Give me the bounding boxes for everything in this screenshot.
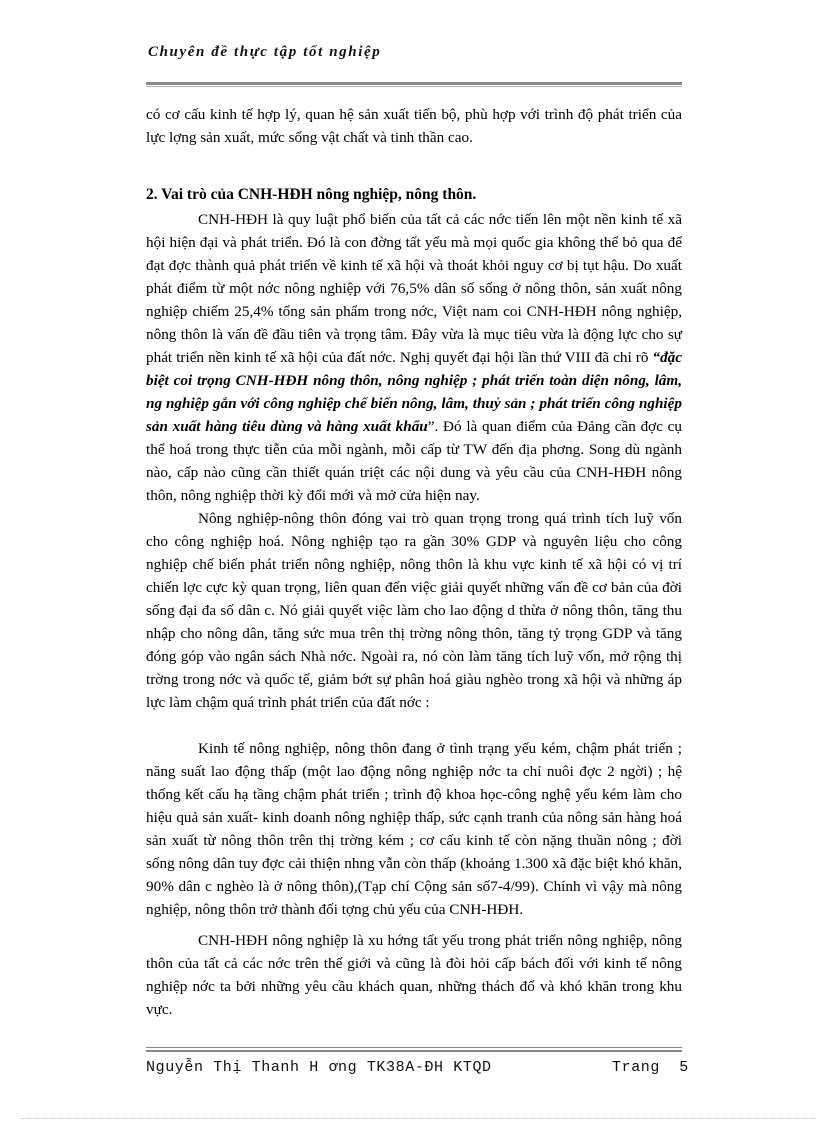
- header-rule-thin: [146, 86, 682, 87]
- running-header: Chuyên đề thực tập tốt nghiệp: [148, 44, 382, 60]
- page-label: Trang: [612, 1059, 661, 1076]
- header-rule: [146, 82, 682, 85]
- paragraph-text: ”. Đó là quan điểm của Đảng cần đợc cụ thể hoá trong thực tiễn của mỗi ngành, mỗi cấp từ TW đến địa phơng. Song dù ngành nào, cấp nào cũng cần thiết quán triệt các nội dung và yêu cầu của CNH-HĐH nông thôn, nông nghiệp thời kỳ đổi mới và mở cửa hiện nay.: [146, 418, 682, 504]
- paragraph-spacer: [146, 714, 682, 737]
- footer-page: [612, 1059, 689, 1076]
- paragraph-agriculture-weakness: Kinh tế nông nghiệp, nông thôn đang ở tình trạng yếu kém, chậm phát triển ; năng suất lao động thấp (một lao động nông nghiệp nớc ta chỉ nuôi đợc 2 ngời) ; hệ thống kết cấu hạ tầng chậm phát triển ; trình độ khoa học-công nghệ yếu kém làm cho hiệu quả sản xuất- kinh doanh nông nghiệp thấp, sức cạnh tranh của nông sản hàng hoá sản xuất từ nông thôn trên thị trờng kém ; cơ cấu kinh tế còn nặng thuần nông ; đời sống nông dân tuy đợc cải thiện nhng vẫn còn thấp (khoảng 1.300 xã đặc biệt khó khăn, 90% dân c nghèo là ở nông thôn),(Tạp chí Cộng sản số7-4/99). Chính vì vậy mà nông nghiệp, nông thôn trở thành đối tợng chủ yếu của CNH-HĐH.: [146, 740, 682, 918]
- footer-rule-thick: [146, 1050, 682, 1052]
- section-heading: 2. Vai trò của CNH-HĐH nông nghiệp, nông thôn.: [146, 186, 477, 203]
- document-body: [146, 103, 682, 1021]
- footer-rule: [146, 1047, 682, 1048]
- paragraph-text: CNH-HĐH là quy luật phổ biến của tất cả các nớc tiến lên một nền kinh tế xã hội hiện đại và phát triển. Đó là con đờng tất yếu mà mọi quốc gia không thể bỏ qua để đạt đợc thành quả phát triển về kinh tế xã hội và thoát khỏi nguy cơ bị tụt hậu. Do xuất phát điểm từ một nớc nông nghiệp với 76,5% dân số sống ở nông thôn, sản xuất nông nghiệp chiếm 25,4% tổng sản phẩm trong nớc, Việt nam coi CNH-HĐH nông nghiệp, nông thôn là vấn đề đầu tiên và trọng tâm. Đây vừa là mục tiêu vừa là động lực cho sự phát triển nền kinh tế xã hội của đất nớc. Nghị quyết đại hội lần thứ VIII đã chỉ rõ: [146, 211, 682, 366]
- paragraph-trend: CNH-HĐH nông nghiệp là xu hớng tất yếu trong phát triển nông nghiệp, nông thôn của tất cả các nớc trên thế giới và cũng là đòi hỏi cấp bách đối với kinh tế nông nghiệp nớc ta bởi những yêu cầu khách quan, những thách đố và khó khăn trong khu vực.: [146, 932, 682, 1018]
- paragraph-continuation: có cơ cấu kinh tế hợp lý, quan hệ sản xuất tiến bộ, phù hợp với trình độ phát triển của lực lợng sản xuất, mức sống vật chất và tinh thần cao.: [146, 106, 682, 146]
- paragraph-role-cnh: [146, 208, 682, 507]
- paragraph-spacer: [146, 921, 682, 929]
- paragraph-agriculture-role: Nông nghiệp-nông thôn đóng vai trò quan trọng trong quá trình tích luỹ vốn cho công nghiệp hoá. Nông nghiệp tạo ra gần 30% GDP và nguyên liệu cho công nghiệp chế biến phát triển nông nghiệp, nông thôn là khu vực kinh tế xã hội có vị trí chiến lợc cực kỳ quan trọng, liên quan đến việc giải quyết những vấn đề cơ bản của đời sống đại đa số dân c. Nó giải quyết việc làm cho lao động d thừa ở nông thôn, tăng thu nhập cho nông dân, tăng sức mua trên thị trờng nông thôn, tăng tỷ trọng GDP và tăng đóng góp vào ngân sách Nhà nớc. Ngoài ra, nó còn làm tăng tích luỹ vốn, mở rộng thị trờng trong nớc và quốc tế, giảm bớt sự phân hoá giàu nghèo trong xã hội và những áp lực làm chậm quá trình phát triển của đất nớc :: [146, 510, 682, 711]
- resolution-quote: “đặc biệt coi trọng CNH-HĐH nông thôn, nông nghiệp ; phát triển toàn diện nông, lâm, ng nghiệp gắn với công nghiệp chế biến nông, lâm, thuỷ sản ; phát triển công nghiệp sản xuất hàng tiêu dùng và hàng xuất khẩu: [146, 349, 682, 435]
- page-number: 5: [679, 1059, 689, 1076]
- footer-author: Nguyễn Thị Thanh H ơng TK38A-ĐH KTQD: [146, 1059, 492, 1076]
- page-edge-divider: [20, 1118, 816, 1119]
